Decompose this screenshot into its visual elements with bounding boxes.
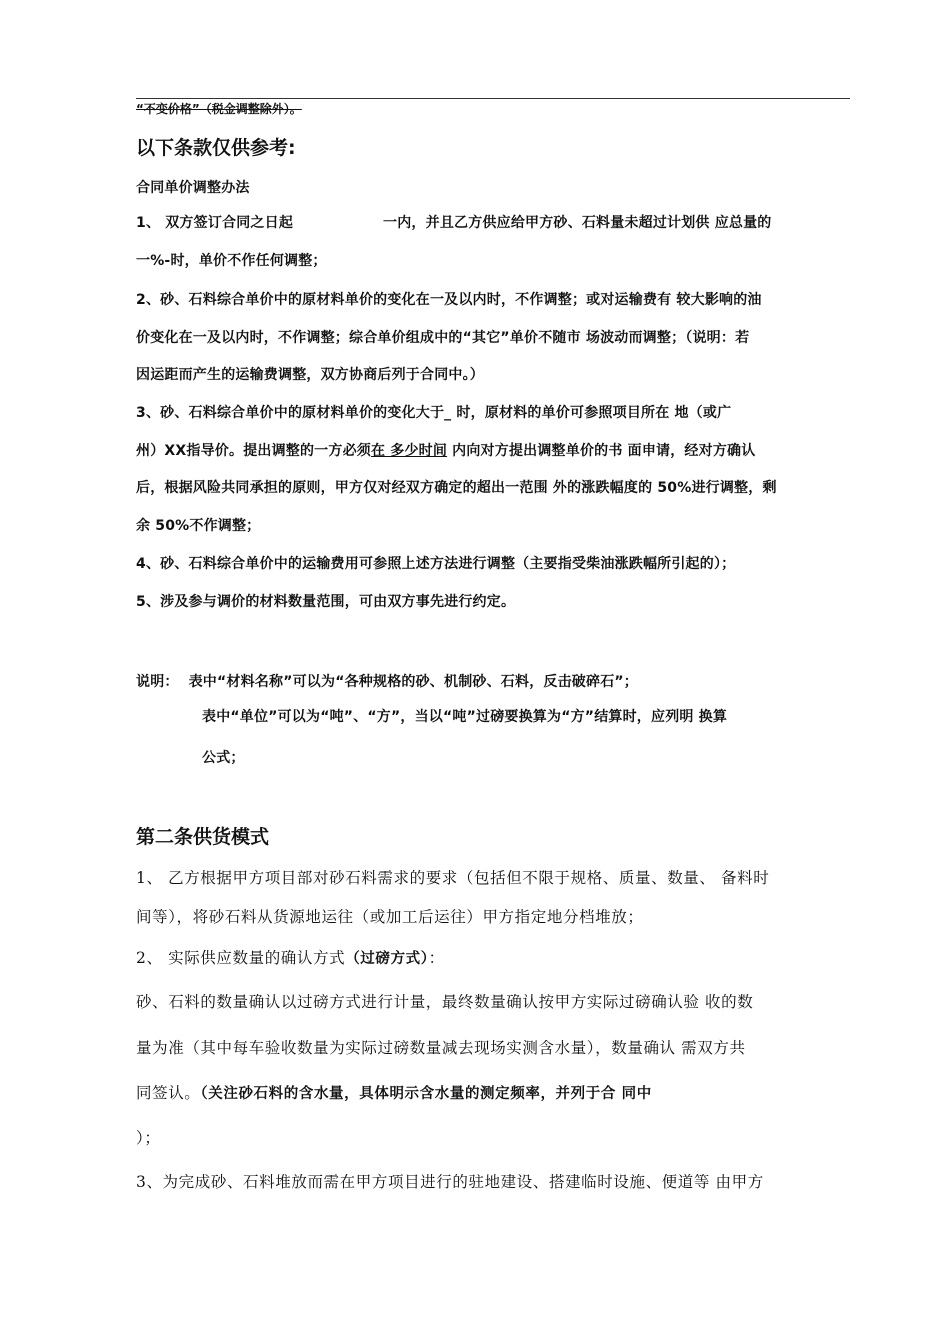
clause-1-part-a: 1、 双方签订合同之日起 <box>136 215 294 231</box>
clause-3-line-1: 3、砂、石料综合单价中的原材料单价的变化大于_ 时，原材料的单价可参照项目所在 地（或广 <box>136 405 732 421</box>
clause-3-line-2 <box>136 440 755 460</box>
note-text-1: 表中“材料名称”可以为“各种规格的砂、机制砂、石料，反击破碎石”； <box>188 674 639 690</box>
section-2-p3-line-4: ）； <box>136 1129 161 1147</box>
clause-3-line-2-b: 内向对方提出调整单价的书 面申请，经对方确认 <box>447 443 756 459</box>
section-2-p2 <box>136 946 445 968</box>
section-2-p1-line-2: 间等），将砂石料从货源地运往（或加工后运往）甲方指定地分档堆放； <box>136 908 644 926</box>
header-rule <box>136 98 850 99</box>
clause-3-line-2-a: 州）XX指导价。提出调整的一方必须 <box>136 443 371 459</box>
subheading: 合同单价调整办法 <box>136 180 250 196</box>
clause-2-line-2: 价变化在一及以内时，不作调整；综合单价组成中的“其它”单价不随市 场波动而调整；（说明：若 <box>136 330 750 346</box>
section-2-p3-line-3 <box>136 1081 652 1103</box>
section-2-p4-line-1: 3、为完成砂、石料堆放而需在甲方项目进行的驻地建设、搭建临时设施、便道等 由甲方 <box>136 1173 764 1191</box>
clause-1-line-1 <box>136 212 772 232</box>
note-line-2: 表中“单位”可以为“吨”、“方”，当以“吨”过磅要换算为“方”结算时，应列明 换算 <box>202 709 728 725</box>
section-2-p3-c: 同签认。 <box>136 1084 201 1102</box>
clause-1-line-2: 一%-时，单价不作任何调整； <box>136 253 327 269</box>
section-2-p1-line-1: 1、 乙方根据甲方项目部对砂石料需求的要求（包括但不限于规格、质量、数量、 备料时 <box>136 869 770 887</box>
section-2-p3-line-2: 量为准（其中每车验收数量为实际过磅数量减去现场实测含水量），数量确认 需双方共 <box>136 1039 746 1057</box>
section-2-p3-bold-note: （关注砂石料的含水量，具体明示含水量的测定频率，并列于合 同中 <box>200 1086 652 1102</box>
top-fragment: “不变价格”（税金调整除外）。 <box>136 102 302 116</box>
clause-5: 5、涉及参与调价的材料数量范围，可由双方事先进行约定。 <box>136 594 516 610</box>
clause-2-line-3: 因运距而产生的运输费调整，双方协商后列于合同中。） <box>136 367 484 383</box>
section-2-heading: 第二条供货模式 <box>136 826 270 848</box>
clause-3-line-4: 余 50%不作调整； <box>136 518 261 534</box>
note-label: 说明： <box>136 674 179 690</box>
section-2-p3-line-1: 砂、石料的数量确认以过磅方式进行计量，最终数量确认按甲方实际过磅确认验 收的数 <box>136 993 754 1011</box>
clause-1-part-b: 一内，并且乙方供应给甲方砂、石料量未超过计划供 应总量的 <box>383 215 772 231</box>
section-2-p2-a: 2、 实际供应数量的确认方式 <box>136 949 346 967</box>
clause-3-underlined-time: 在 多少时间 <box>371 443 448 459</box>
section-2-p2-c: ： <box>428 949 445 967</box>
note-line-1 <box>136 671 638 691</box>
reference-heading: 以下条款仅供参考: <box>136 137 296 159</box>
clause-2-line-1: 2、砂、石料综合单价中的原材料单价的变化在一及以内时，不作调整；或对运输费有 较大影响的油 <box>136 292 762 308</box>
clause-3-line-3: 后，根据风险共同承担的原则，甲方仅对经双方确定的超出一范围 外的涨跌幅度的 50%进行调整，剩 <box>136 480 777 496</box>
section-2-p2-bold: （过磅方式） <box>345 951 429 967</box>
clause-4: 4、砂、石料综合单价中的运输费用可参照上述方法进行调整（主要指受柴油涨跌幅所引起的）； <box>136 556 736 572</box>
note-line-3: 公式； <box>202 750 245 766</box>
